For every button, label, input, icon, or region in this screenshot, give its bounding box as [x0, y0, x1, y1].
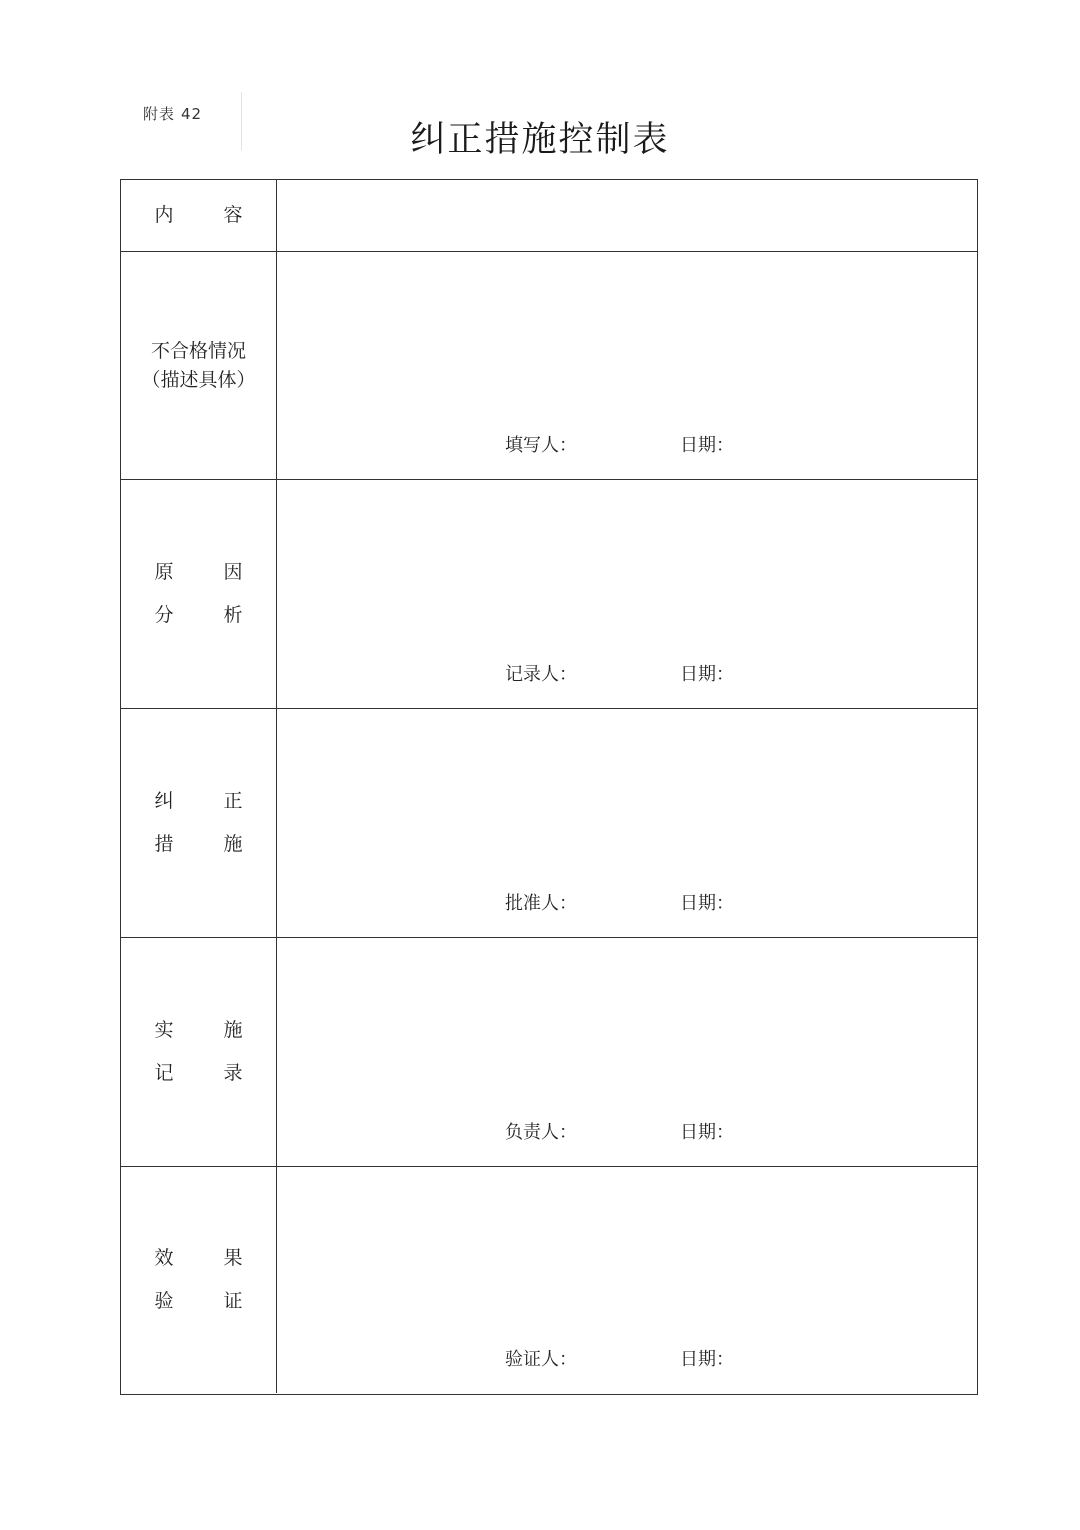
date-label: 日期：	[680, 664, 734, 685]
row-label-cause-analysis	[121, 480, 277, 708]
signature-line	[505, 431, 734, 457]
row-label-corrective-measures	[121, 709, 277, 937]
appendix-number: 42	[181, 105, 203, 123]
form-row-effectiveness-verification	[121, 1166, 977, 1393]
signer-label: 填写人：	[505, 435, 577, 456]
signer-label: 记录人：	[505, 664, 577, 685]
signature-line	[505, 660, 734, 686]
row-label-line: 效 果	[154, 1247, 265, 1269]
row-label-line: 实 施	[154, 1019, 265, 1041]
row-label-line: 内 容	[154, 204, 265, 226]
form-row-content	[121, 180, 977, 251]
appendix-text: 附表	[143, 105, 176, 123]
row-label-line: 分 析	[154, 604, 265, 626]
form-row-implementation-record	[121, 937, 977, 1166]
corrective-measures-input-area[interactable]	[277, 709, 977, 937]
row-label-implementation-record	[121, 938, 277, 1166]
row-label-line: 不合格情况	[150, 339, 246, 362]
date-label: 日期：	[680, 1122, 734, 1143]
row-label-effectiveness-verification	[121, 1167, 277, 1393]
row-label-line: （描述具体）	[141, 368, 256, 391]
row-label-nonconformance	[121, 252, 277, 479]
page-title: 纠正措施控制表	[410, 120, 670, 160]
date-label: 日期：	[680, 435, 734, 456]
row-label-content	[121, 180, 277, 251]
row-label-line: 纠 正	[154, 790, 265, 812]
date-label: 日期：	[680, 1349, 734, 1370]
corrective-action-form	[120, 179, 978, 1395]
row-label-line: 原 因	[154, 561, 265, 583]
cause-analysis-input-area[interactable]	[277, 480, 977, 708]
form-row-nonconformance	[121, 251, 977, 479]
signer-label: 批准人：	[505, 893, 577, 914]
form-row-corrective-measures	[121, 708, 977, 937]
signer-label: 负责人：	[505, 1122, 577, 1143]
signature-line	[505, 1345, 734, 1371]
implementation-record-input-area[interactable]	[277, 938, 977, 1166]
nonconformance-input-area[interactable]	[277, 252, 977, 479]
signature-line	[505, 889, 734, 915]
date-label: 日期：	[680, 893, 734, 914]
row-label-line: 措 施	[154, 833, 265, 855]
signature-line	[505, 1118, 734, 1144]
form-row-cause-analysis	[121, 479, 977, 708]
content-input-area[interactable]	[277, 180, 977, 251]
effectiveness-verification-input-area[interactable]	[277, 1167, 977, 1393]
signer-label: 验证人：	[505, 1349, 577, 1370]
row-label-line: 验 证	[154, 1290, 265, 1312]
row-label-line: 记 录	[154, 1062, 265, 1084]
